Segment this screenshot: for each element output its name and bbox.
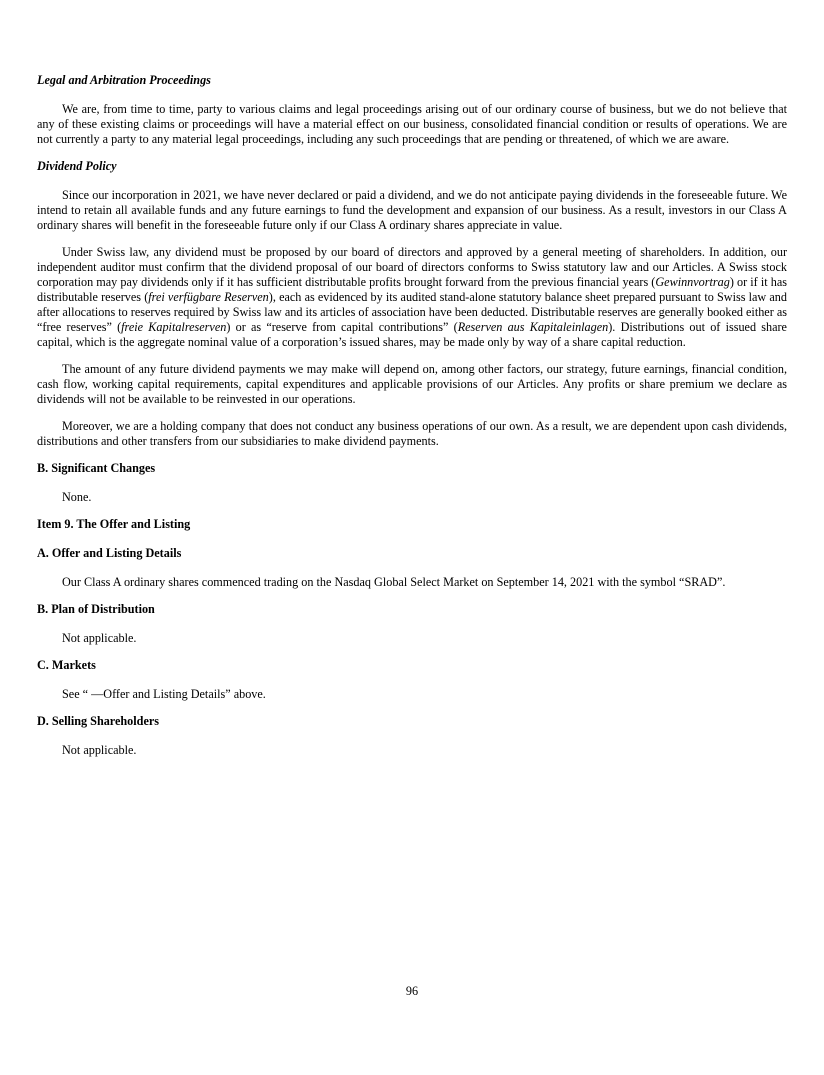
term-reserven-aus-kapitaleinlagen: Reserven aus Kapitaleinlagen [457, 320, 609, 334]
markets-heading: C. Markets [37, 658, 96, 672]
selling-shareholders-heading: D. Selling Shareholders [37, 714, 160, 728]
dividend-p2-text-5: ). Distributions out of issued share capital, which is the aggregate nominal value of a corporation’s issued shares, may be made only by way of a share capital reduction. [37, 320, 787, 349]
term-frei-verfuegbare-reserven: frei verfügbare Reserven [148, 290, 269, 304]
legal-proceedings-paragraph: We are, from time to time, party to various claims and legal proceedings arising out of our ordinary course of business, but we do not believe that any of these existing claims or proceedings will have a material effect on our business, consolidated financial condition or results of operations. We are not currently a party to any material legal proceedings, including any such proceedings that are pending or threatened, of which we are aware. [37, 102, 787, 146]
dividend-paragraph-2 [37, 245, 787, 350]
dividend-p2-text-1: Under Swiss law, any dividend must be proposed by our board of directors and approved by a general meeting of shareholders. In addition, our independent auditor must confirm that the dividend proposal of our board of directors conforms to Swiss statutory law and our Articles. A Swiss stock corporation may pay dividends only if it has sufficient distributable profits brought forward from the previous financial years ( [37, 245, 787, 289]
significant-changes-text: None. [62, 490, 92, 504]
significant-changes-heading: B. Significant Changes [37, 461, 156, 475]
legal-proceedings-heading: Legal and Arbitration Proceedings [37, 73, 211, 87]
offer-listing-heading: A. Offer and Listing Details [37, 546, 182, 560]
term-gewinnvortrag: Gewinnvortrag [655, 275, 730, 289]
dividend-p2-text-2: ) or if it has distributable reserves ( [37, 275, 787, 304]
page-number: 96 [405, 984, 419, 998]
dividend-policy-heading: Dividend Policy [37, 159, 117, 173]
dividend-p2-text-3: ), each as evidenced by its audited stand-alone statutory balance sheet prepared pursuant to Swiss law and after allocations to reserves required by Swiss law and its articles of association have been deducted. Distributable reserves are generally booked either as “free reserves” ( [37, 290, 787, 334]
item9-heading: Item 9. The Offer and Listing [37, 517, 191, 531]
dividend-paragraph-3: The amount of any future dividend payments we may make will depend on, among other factors, our strategy, future earnings, financial condition, cash flow, working capital requirements, capital expenditures and applicable provisions of our Articles. Any profits or share premium we declare as dividends will not be available to be reinvested in our operations. [37, 362, 787, 406]
dividend-p2-text-4: ) or as “reserve from capital contributions” ( [226, 320, 458, 334]
plan-distribution-heading: B. Plan of Distribution [37, 602, 155, 616]
dividend-paragraph-1: Since our incorporation in 2021, we have never declared or paid a dividend, and we do not anticipate paying dividends in the foreseeable future. We intend to retain all available funds and any future earnings to fund the development and expansion of our business. As a result, investors in our Class A ordinary shares will benefit in the foreseeable future only if our Class A ordinary shares appreciate in value. [37, 188, 787, 232]
plan-distribution-text: Not applicable. [62, 631, 137, 645]
term-freie-kapitalreserven: freie Kapitalreserven [121, 320, 227, 334]
selling-shareholders-text: Not applicable. [62, 743, 137, 757]
dividend-paragraph-4: Moreover, we are a holding company that does not conduct any business operations of our own. As a result, we are dependent upon cash dividends, distributions and other transfers from our subsidiaries to make dividend payments. [37, 419, 787, 448]
document-body [37, 73, 787, 758]
markets-text: See “ —Offer and Listing Details” above. [62, 687, 266, 701]
offer-listing-text: Our Class A ordinary shares commenced trading on the Nasdaq Global Select Market on September 14, 2021 with the symbol “SRAD”. [62, 575, 726, 589]
